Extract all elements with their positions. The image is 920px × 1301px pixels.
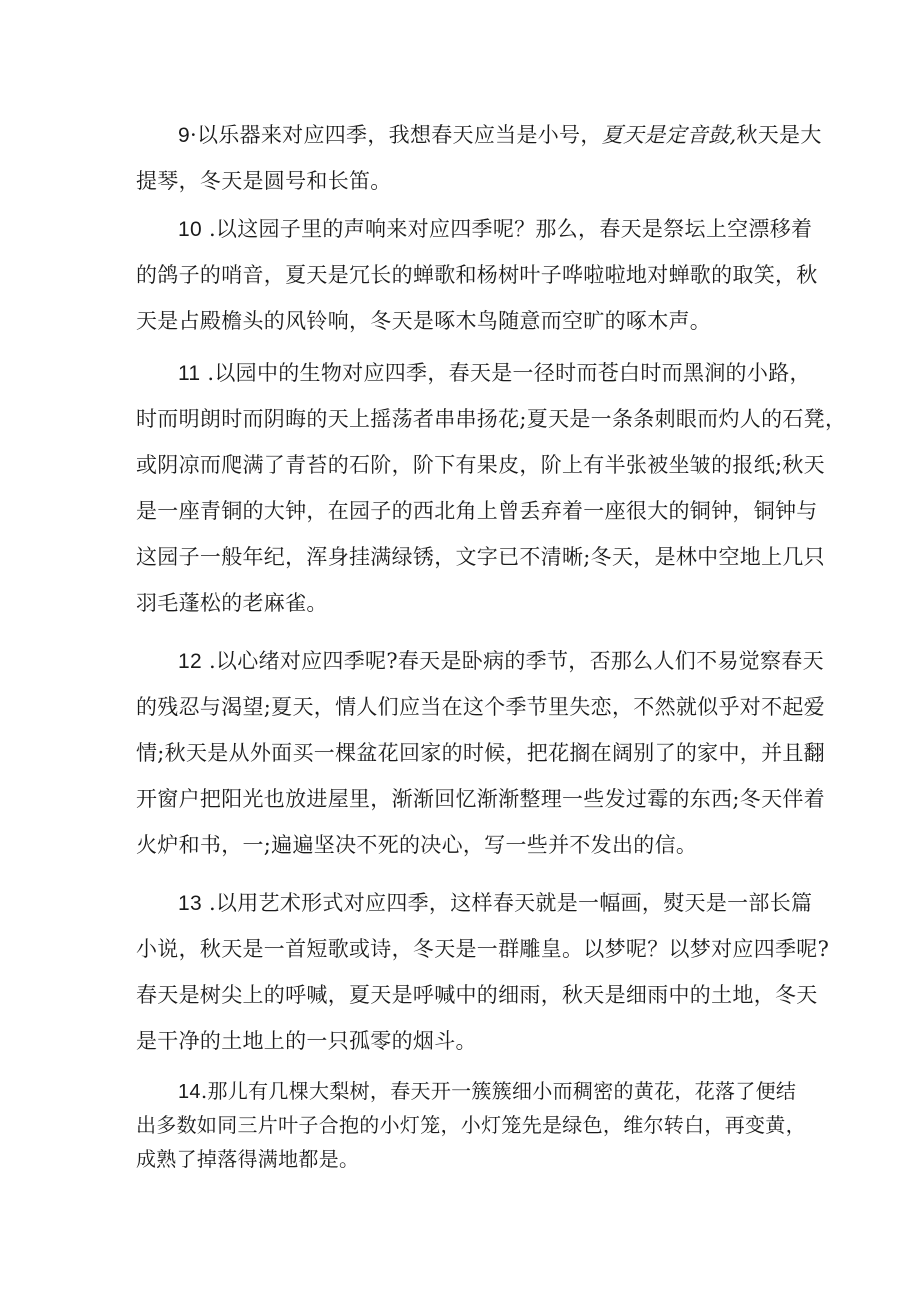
paragraph-line (136, 880, 813, 926)
item-number: 9 (178, 124, 190, 147)
paragraph-line: 天是占殿檐头的风铃响，冬天是啄木鸟随意而空旷的啄木声。 (136, 309, 712, 333)
paragraph-13 (136, 880, 830, 1064)
paragraph-line: 是干净的土地上的一只孤零的烟斗。 (136, 1029, 477, 1053)
paragraph-line: 的鸽子的哨音，夏天是冗长的蝉歌和杨树叶子哗啦啦地对蝉歌的取笑，秋 (136, 263, 818, 287)
line-text: .以用艺术形式对应四季，这样春天就是一幅画，熨天是一部长篇 (201, 891, 813, 915)
line-text: .以园中的生物对应四季，春天是一径时而苍白时而黑涧的小路， (200, 361, 811, 385)
item-number: 14 (178, 1081, 201, 1103)
paragraph-line: 或阴凉而爬满了青苔的石阶，阶下有果皮，阶上有半张被坐皱的报纸;秋天 (136, 453, 825, 477)
line-text: ·以乐器来对应四季，我想春天应当是小号， (189, 123, 602, 147)
line-text: .以心绪对应四季呢?春天是卧病的季节，否那么人们不易觉察春天 (201, 649, 824, 673)
paragraph-line: 春天是树尖上的呼喊，夏天是呼喊中的细雨，秋天是细雨中的土地，冬天 (136, 983, 818, 1007)
paragraph-line: 成熟了掉落得满地都是。 (136, 1147, 360, 1171)
paragraph-line (136, 206, 813, 252)
paragraph-line: 小说，秋天是一首短歌或诗，冬天是一群雕皇。以梦呢？以梦对应四季呢? (136, 937, 830, 961)
line-text: 秋天是大 (736, 123, 822, 147)
paragraph-line (136, 1074, 796, 1108)
paragraph-12 (136, 638, 825, 868)
paragraph-line: 是一座青铜的大钟，在园子的西北角上曾丢弃着一座很大的铜钟，铜钟与 (136, 499, 818, 523)
paragraph-10 (136, 206, 818, 344)
item-number: 11 (178, 362, 201, 385)
item-number: 10 (178, 218, 202, 241)
italic-text: 夏天是定音鼓, (601, 123, 737, 147)
paragraph-line: 火炉和书，一;遍遍坚决不死的决心，写一些并不发出的信。 (136, 833, 698, 857)
paragraph-line: 羽毛蓬松的老麻雀。 (136, 591, 328, 615)
paragraph-line: 开窗户把阳光也放进屋里，渐渐回忆渐渐整理一些发过霉的东西;冬天伴着 (136, 787, 825, 811)
paragraph-line: 提琴，冬天是圆号和长笛。 (136, 169, 392, 193)
paragraph-line: 出多数如同三片叶子合抱的小灯笼，小灯笼先是绿色，维尔转白，再变黄， (136, 1113, 806, 1137)
paragraph-line: 时而明朗时而阴晦的天上摇荡者串串扬花;夏天是一条条刺眼而灼人的石凳， (136, 407, 847, 431)
line-text: .那儿有几棵大梨树，春天开一簇簇细小而稠密的黄花，花落了便结 (200, 1079, 797, 1103)
paragraph-9 (136, 112, 822, 204)
paragraph-line: 这园子一般年纪，浑身挂满绿锈，文字已不清晰;冬天，是林中空地上几只 (136, 545, 825, 569)
paragraph-11 (136, 350, 847, 626)
paragraph-line: 情;秋天是从外面买一棵盆花回家的时候，把花搁在阔别了的家中，并且翻 (136, 741, 825, 765)
paragraph-line (136, 112, 822, 158)
item-number: 12 (178, 650, 202, 673)
paragraph-line: 的残忍与渴望;夏天，情人们应当在这个季节里失恋，不然就似乎对不起爱 (136, 695, 825, 719)
paragraph-line (136, 350, 811, 396)
paragraph-14 (136, 1074, 806, 1176)
line-text: .以这园子里的声响来对应四季呢？那么，春天是祭坛上空漂移着 (201, 217, 813, 241)
paragraph-line (136, 638, 824, 684)
item-number: 13 (178, 892, 202, 915)
